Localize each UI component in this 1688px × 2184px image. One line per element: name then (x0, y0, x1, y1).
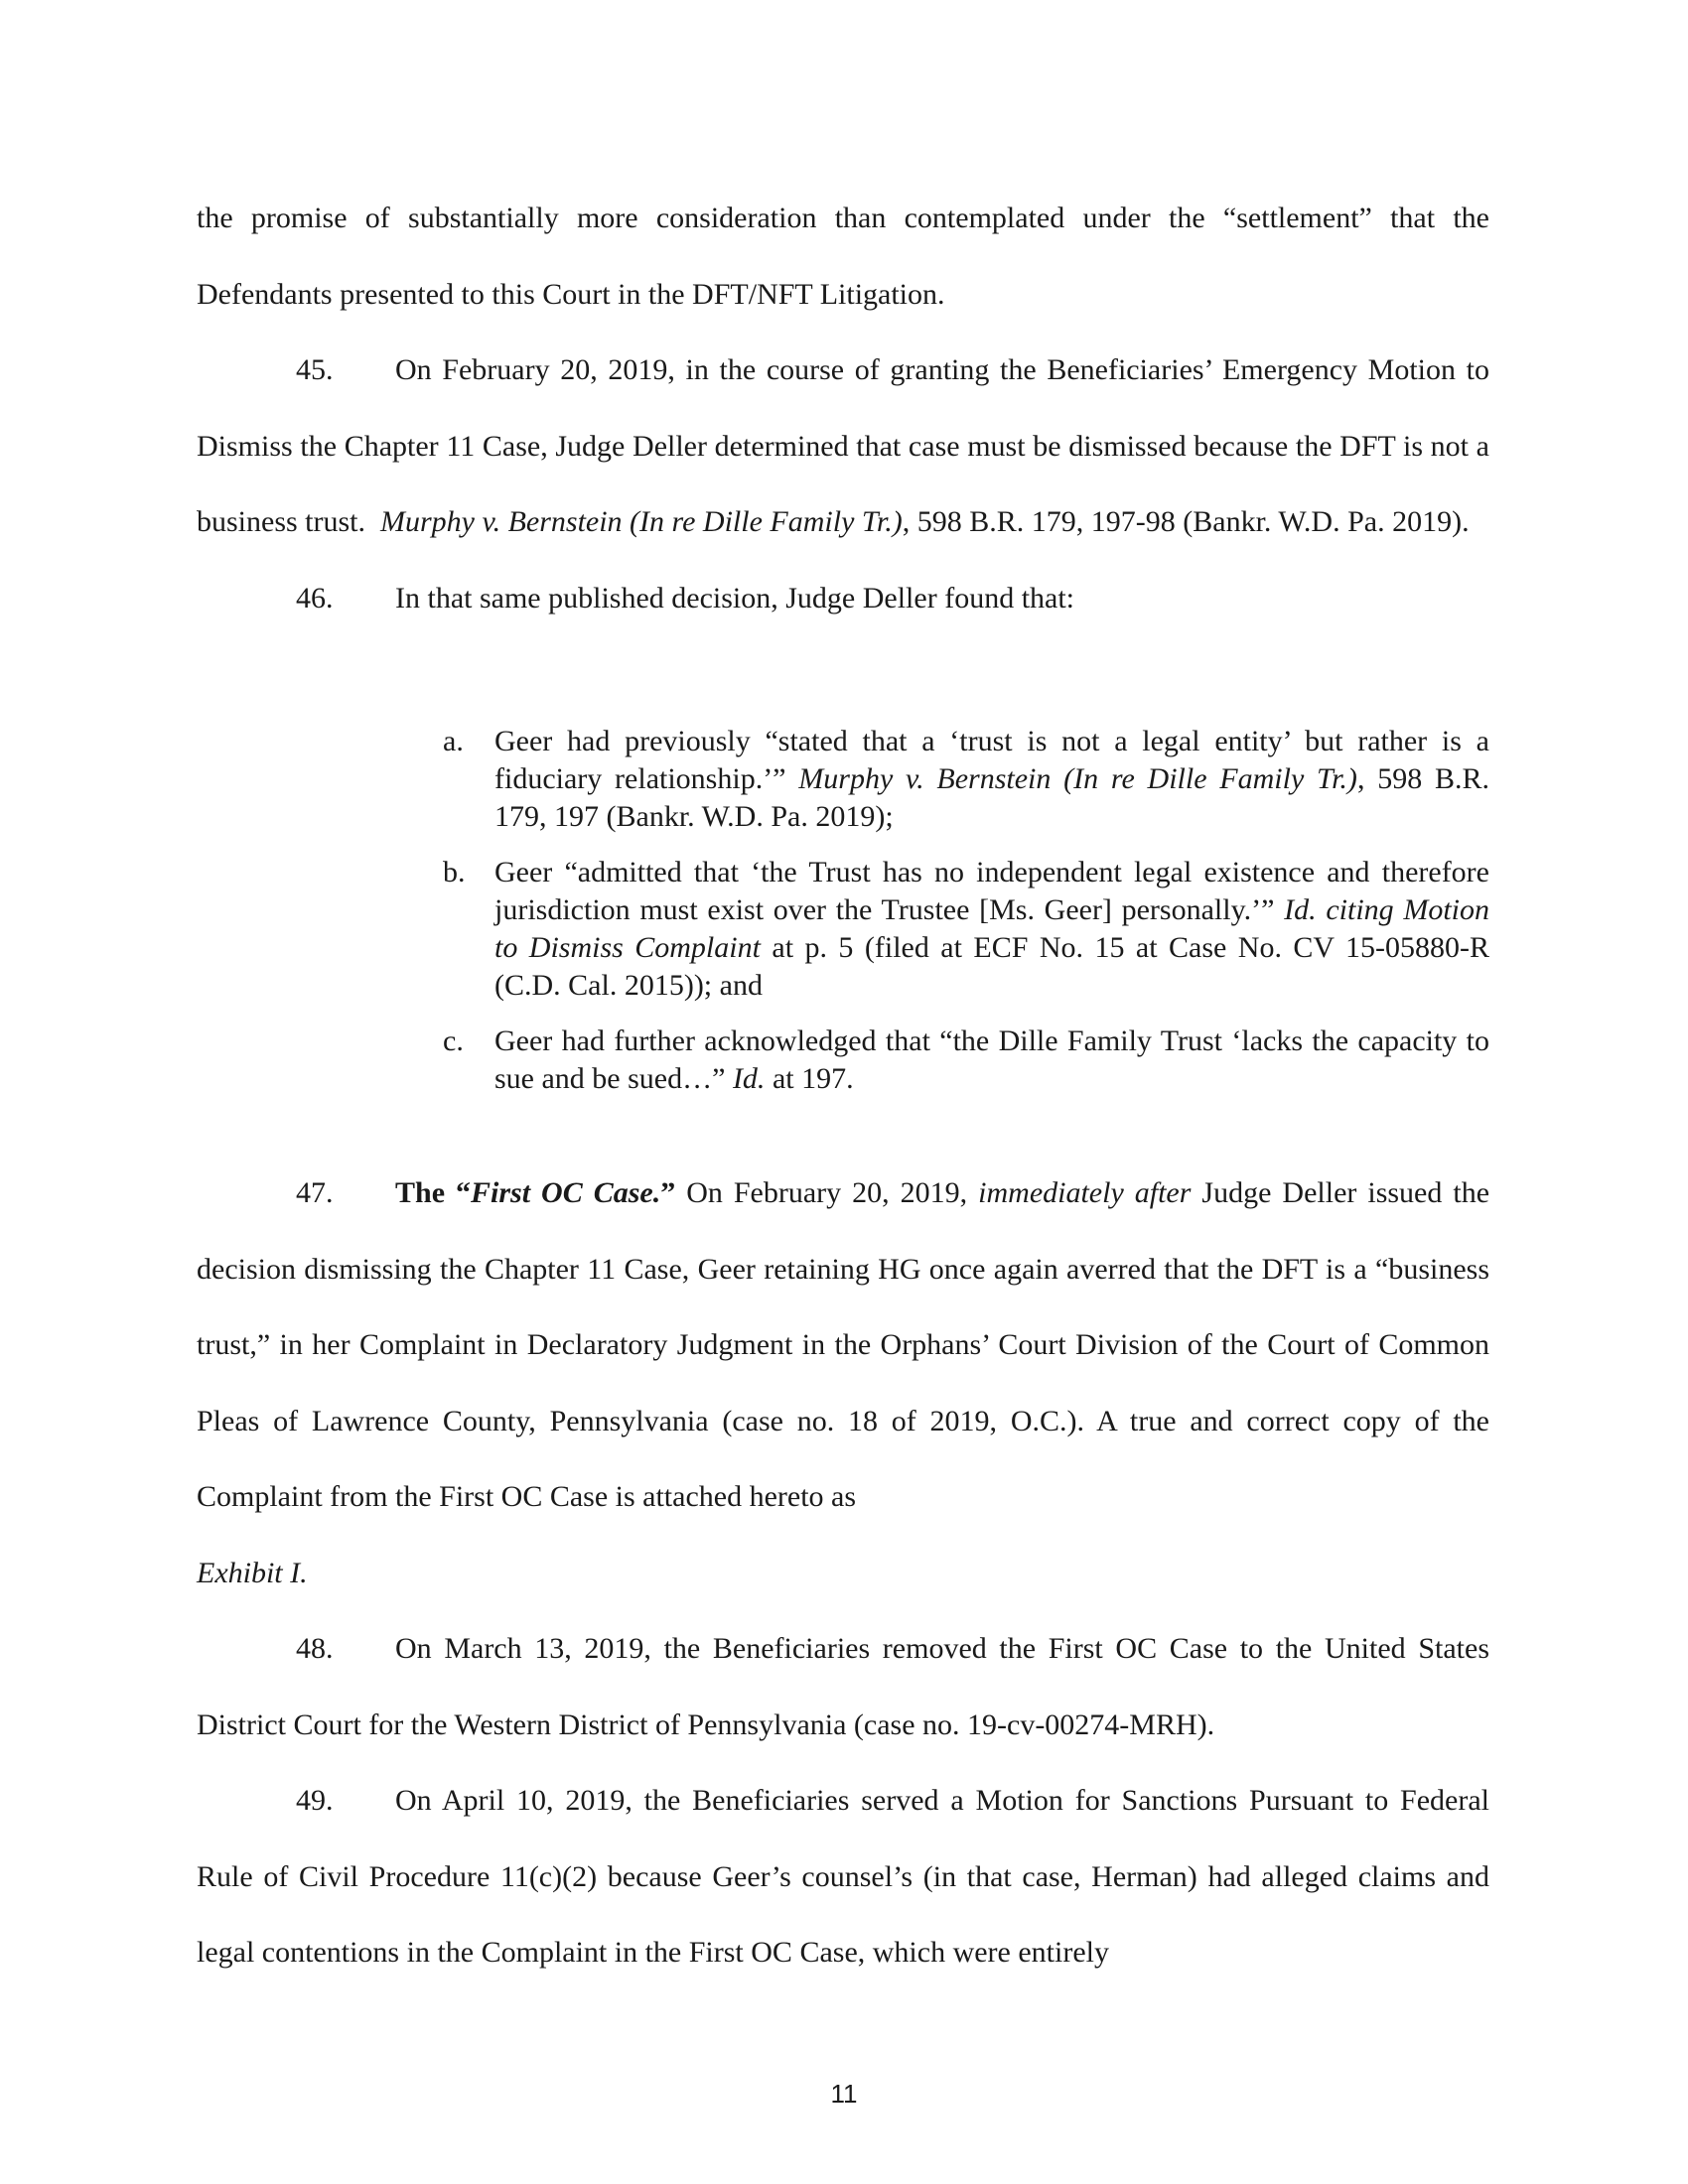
case-citation: Murphy v. Bernstein (In re Dille Family Tr.) (798, 762, 1357, 795)
case-citation: Id. citing Motion to Dismiss Complaint (494, 893, 1490, 964)
paragraph-number: 48. (296, 1632, 334, 1665)
paragraph-text: In that same published decision, Judge Deller found that: (395, 581, 1075, 614)
citation-tail: at 197. (765, 1062, 854, 1095)
paragraph-text: On February 20, 2019, (675, 1176, 979, 1209)
paragraph-number: 45. (296, 353, 334, 386)
paragraph-continuation (197, 181, 1489, 333)
paragraph-text: the promise of substantially more consideration than contemplated under the “settlement” that the Defendants presented to this Court in the DFT/NFT Litigation. (197, 202, 1489, 311)
paragraph-45 (197, 333, 1489, 561)
paragraph-text: On April 10, 2019, the Beneficiaries served a Motion for Sanctions Pursuant to Federal Rule of Civil Procedure 11(c)(2) because Geer’s counsel’s (in that case, Herman) had alleged claims and legal contentions in the Complaint in the First OC Case, which were entirely (197, 1784, 1489, 1969)
page-number: 11 (830, 2079, 858, 2109)
paragraph-number: 46. (296, 581, 334, 614)
exhibit-reference: Exhibit I. (197, 1556, 308, 1589)
list-item-a (443, 723, 1489, 836)
list-item-text: Geer “admitted that ‘the Trust has no independent legal existence and therefore jurisdiction must exist over the Trustee [Ms. Geer] personally.’” (494, 856, 1489, 926)
body-text-top (197, 181, 1489, 636)
body-text-bottom (197, 1156, 1489, 1991)
findings-list (443, 723, 1489, 1098)
citation-tail: , 598 B.R. 179, 197-98 (Bankr. W.D. Pa. 2019). (902, 505, 1470, 538)
citation-tail: at p. 5 (filed at ECF No. 15 at Case No. CV 15-05880-R (C.D. Cal. 2015)); and (494, 931, 1489, 1002)
emphasis-text: immediately after (978, 1176, 1192, 1209)
section-heading-title: First OC Case. (471, 1176, 661, 1209)
paragraph-49 (197, 1763, 1489, 1991)
paragraph-46 (197, 561, 1489, 637)
list-item-text: Geer had further acknowledged that “the Dille Family Trust ‘lacks the capacity to sue and be sued…” (494, 1024, 1489, 1095)
list-item-b (443, 854, 1489, 1005)
citation-tail: , 598 B.R. 179, 197 (Bankr. W.D. Pa. 2019); (494, 762, 1490, 833)
paragraph-text: On March 13, 2019, the Beneficiaries removed the First OC Case to the United States District Court for the Western District of Pennsylvania (case no. 19-cv-00274-MRH). (197, 1632, 1489, 1741)
case-citation: Id. (732, 1062, 766, 1095)
case-citation: Murphy v. Bernstein (In re Dille Family Tr.) (380, 505, 903, 538)
list-marker: c. (443, 1024, 464, 1057)
paragraph-47 (197, 1156, 1489, 1611)
list-item-text: Geer had previously “stated that a ‘trust is not a legal entity’ but rather is a fiduciary relationship.’” (494, 725, 1489, 795)
paragraph-number: 49. (296, 1784, 334, 1817)
paragraph-48 (197, 1611, 1489, 1763)
paragraph-number: 47. (296, 1176, 334, 1209)
paragraph-text: On February 20, 2019, in the course of granting the Beneficiaries’ Emergency Motion to Dismiss the Chapter 11 Case, Judge Deller determined that case must be dismissed because the DFT is not a business trust. (197, 353, 1489, 538)
list-item-c (443, 1023, 1489, 1098)
list-marker: b. (443, 856, 466, 888)
list-marker: a. (443, 725, 464, 757)
section-heading: The “First OC Case.” (395, 1176, 676, 1209)
paragraph-text-continued: Judge Deller issued the decision dismissing the Chapter 11 Case, Geer retaining HG once again averred that the DFT is a “business trust,” in her Complaint in Declaratory Judgment in the Orphans’ Court Division of the Court of Common Pleas of Lawrence County, Pennsylvania (case no. 18 of 2019, O.C.). A true and correct copy of the Complaint from the First OC Case is attached hereto as (197, 1176, 1490, 1513)
